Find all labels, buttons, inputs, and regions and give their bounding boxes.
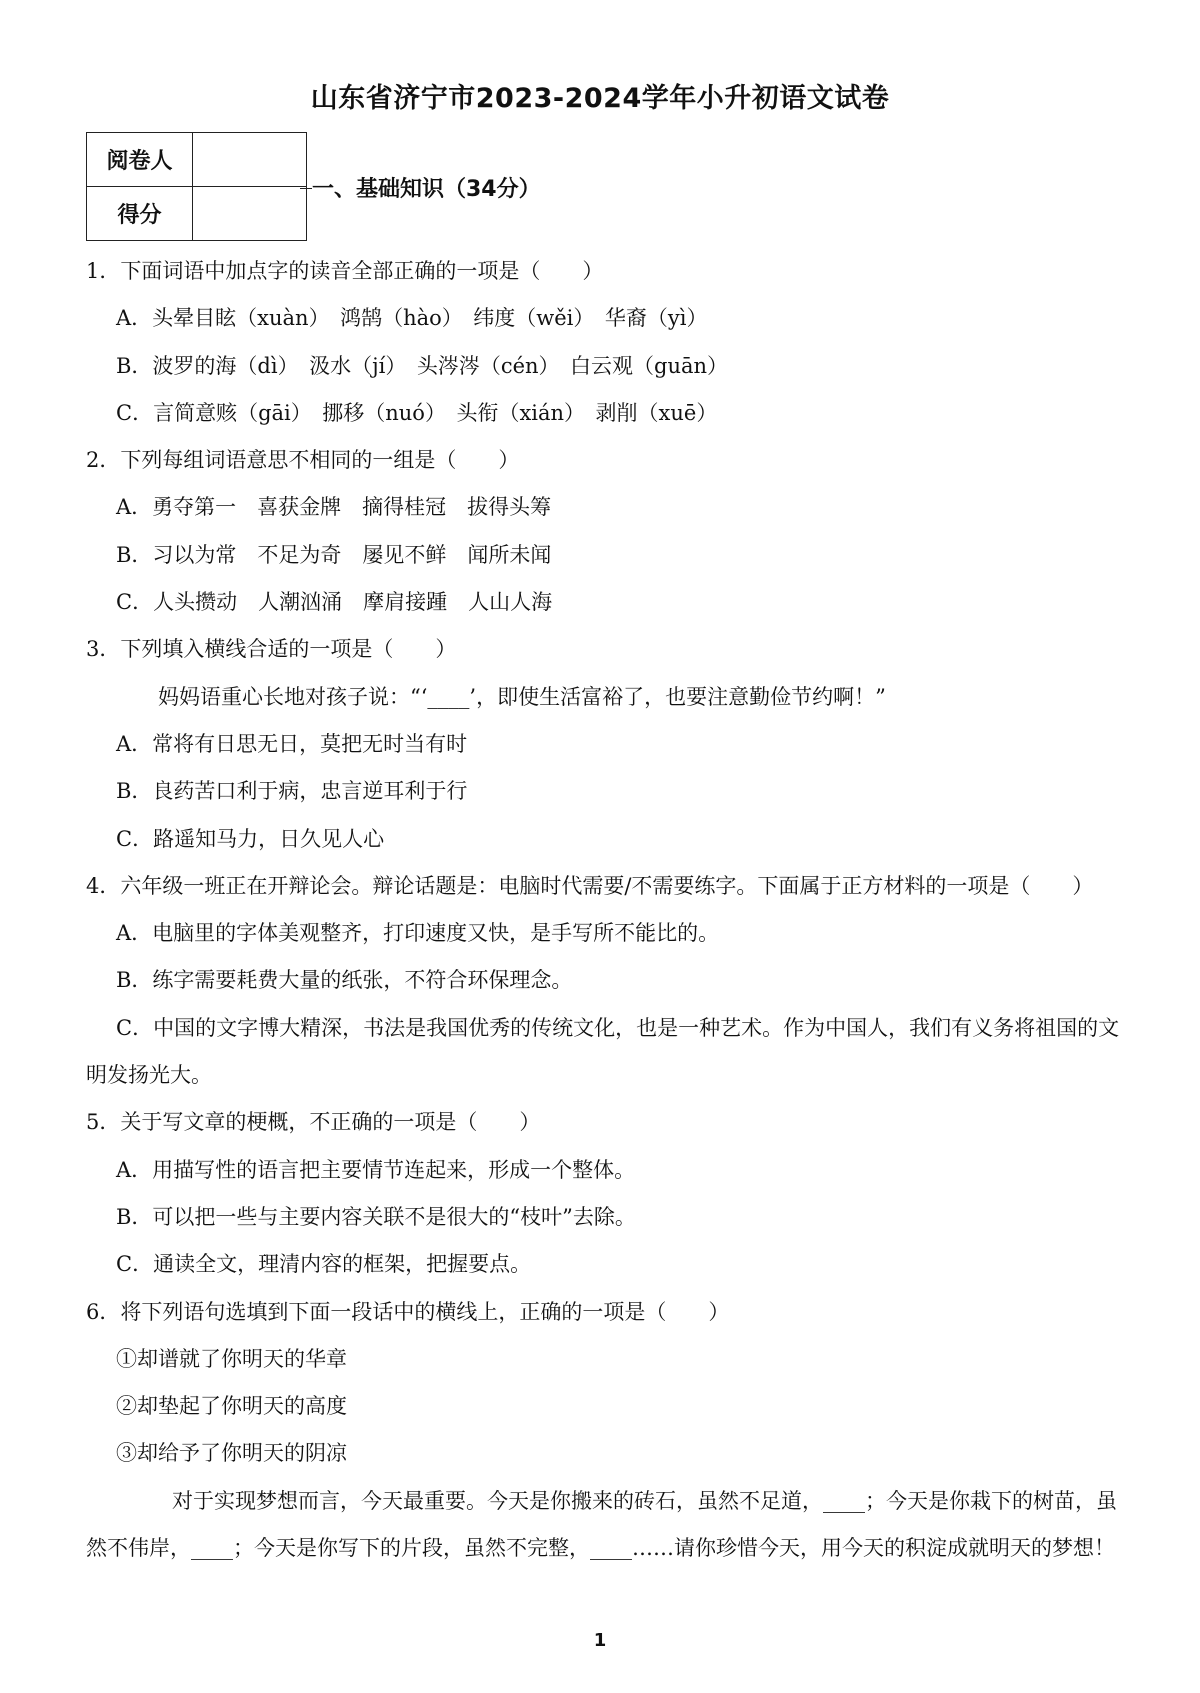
answer-option: B．波罗的海（dì） 汲水（jí） 头涔涔（cén） 白云观（guān） bbox=[116, 353, 729, 378]
choice-item: ②却垫起了你明天的高度 bbox=[116, 1394, 347, 1419]
page-number: 1 bbox=[593, 1630, 607, 1651]
answer-option: C．路遥知马力，日久见人心 bbox=[116, 826, 385, 851]
answer-option: A．常将有日思无日，莫把无时当有时 bbox=[116, 731, 468, 756]
answer-option: C．中国的文字博大精深，书法是我国优秀的传统文化，也是一种艺术。作为中国人，我们有义务将祖国的文明发扬光大。 bbox=[86, 1015, 1120, 1088]
question-stem: 3．下列填入横线合适的一项是（ ） bbox=[86, 637, 457, 662]
score-field[interactable] bbox=[193, 187, 307, 241]
answer-option: A．用描写性的语言把主要情节连起来，形成一个整体。 bbox=[116, 1157, 636, 1182]
question-stem: 6．将下列语句选填到下面一段话中的横线上，正确的一项是（ ） bbox=[86, 1299, 730, 1324]
answer-option: B．可以把一些与主要内容关联不是很大的“枝叶”去除。 bbox=[116, 1204, 636, 1229]
reviewer-label: 阅卷人 bbox=[87, 133, 193, 187]
grader-table bbox=[86, 132, 307, 241]
question-stem: 1．下面词语中加点字的读音全部正确的一项是（ ） bbox=[86, 259, 604, 283]
question-stem: 2．下列每组词语意思不相同的一组是（ ） bbox=[86, 448, 520, 473]
question-stem: 5．关于写文章的梗概，不正确的一项是（ ） bbox=[86, 1110, 541, 1135]
answer-option: A．头晕目眩（xuàn） 鸿鹄（hào） 纬度（wěi） 华裔（yì） bbox=[116, 306, 708, 331]
answer-option: B．练字需要耗费大量的纸张，不符合环保理念。 bbox=[116, 968, 573, 993]
answer-option: C．言简意赅（gāi） 挪移（nuó） 头衔（xián） 剥削（xuē） bbox=[116, 400, 718, 425]
choice-item: ③却给予了你明天的阴凉 bbox=[116, 1441, 347, 1466]
answer-option: C．人头攒动 人潮汹涌 摩肩接踵 人山人海 bbox=[116, 590, 553, 615]
question-stem: 4．六年级一班正在开辩论会。辩论话题是：电脑时代需要/不需要练字。下面属于正方材料的一项是（ ） bbox=[86, 873, 1094, 898]
reviewer-field[interactable] bbox=[193, 133, 307, 187]
choice-item: ①却谱就了你明天的华章 bbox=[116, 1346, 347, 1371]
section-title: 一、基础知识（34分） bbox=[312, 177, 541, 202]
question-passage: 对于实现梦想而言，今天最重要。今天是你搬来的砖石，虽然不足道，____；今天是你栽下的树苗，虽然不伟岸，____；今天是你写下的片段，虽然不完整，____……请你珍惜今天，用今天的积淀成就明天的梦想！ bbox=[86, 1488, 1117, 1561]
answer-option: A．电脑里的字体美观整齐，打印速度又快，是手写所不能比的。 bbox=[116, 921, 720, 946]
score-label: 得分 bbox=[87, 187, 193, 241]
question-passage: 妈妈语重心长地对孩子说：“‘____’，即使生活富裕了，也要注意勤俭节约啊！” bbox=[158, 684, 886, 709]
question-list bbox=[86, 248, 1120, 1572]
answer-option: B．习以为常 不足为奇 屡见不鲜 闻所未闻 bbox=[116, 542, 552, 567]
page-title: 山东省济宁市2023-2024学年小升初语文试卷 bbox=[310, 83, 890, 114]
section-connector-line bbox=[300, 188, 312, 189]
answer-option: A．勇夺第一 喜获金牌 摘得桂冠 拔得头筹 bbox=[116, 495, 552, 520]
answer-option: C．通读全文，理清内容的框架，把握要点。 bbox=[116, 1252, 532, 1277]
answer-option: B．良药苦口利于病，忠言逆耳利于行 bbox=[116, 779, 468, 804]
